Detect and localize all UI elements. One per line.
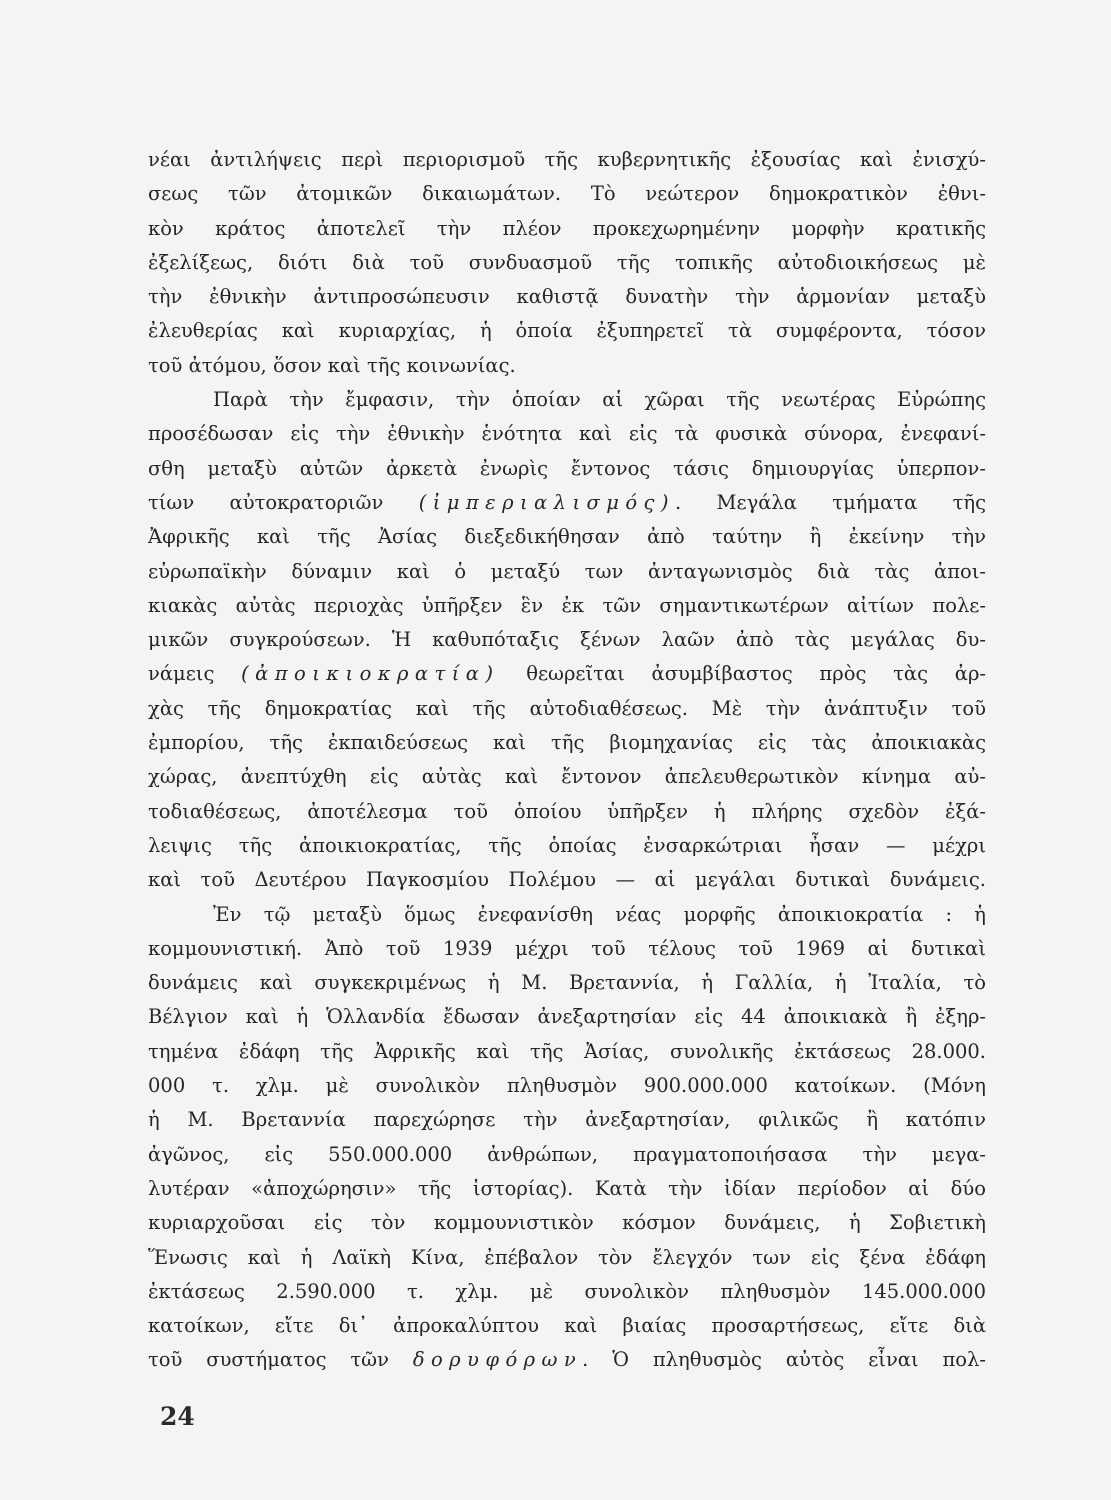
- text-line: σεως τῶν ἀτομικῶν δικαιωμάτων. Τὸ νεώτερον δημοκρατικὸν ἐθνι-: [148, 182, 986, 206]
- text-segment: . Μεγάλα τμήματα τῆς: [674, 490, 986, 514]
- page-number: 24: [160, 1402, 195, 1431]
- text-line: λειψις τῆς ἀποικιοκρατίας, τῆς ὁποίας ἐνσαρκώτριαι ἦσαν — μέχρι: [148, 833, 986, 857]
- text-segment: νάμεις: [148, 662, 242, 686]
- text-segment: θεωρεῖται ἀσυμβίβαστος πρὸς τὰς ἀρ-: [499, 662, 986, 686]
- text-line: κομμουνιστική. Ἀπὸ τοῦ 1939 μέχρι τοῦ τέλους τοῦ 1969 αἱ δυτικαὶ: [148, 936, 986, 960]
- text-line: λυτέραν «ἀποχώρησιν» τῆς ἱστορίας). Κατὰ τὴν ἰδίαν περίοδον αἱ δύο: [148, 1176, 986, 1200]
- text-line: προσέδωσαν εἰς τὴν ἐθνικὴν ἑνότητα καὶ εἰς τὰ φυσικὰ σύνορα, ἐνεφανί-: [148, 422, 986, 446]
- paragraph-last-line: καὶ τοῦ Δευτέρου Παγκοσμίου Πολέμου — αἱ μεγάλαι δυτικαὶ δυνάμεις.: [148, 868, 986, 892]
- paragraph-first-line: Παρὰ τὴν ἔμφασιν, τὴν ὁποίαν αἱ χῶραι τῆς νεωτέρας Εὐρώπης: [213, 388, 986, 412]
- paragraph-first-line: Ἐν τῷ μεταξὺ ὅμως ἐνεφανίσθη νέας μορφῆς ἀποικιοκρατία : ἡ: [213, 902, 986, 926]
- text-line: τὴν ἐθνικὴν ἀντιπροσώπευσιν καθιστᾷ δυνατὴν τὴν ἁρμονίαν μεταξὺ: [148, 285, 986, 309]
- text-line: ἡ Μ. Βρεταννία παρεχώρησε τὴν ἀνεξαρτησίαν, φιλικῶς ἢ κατόπιν: [148, 1108, 986, 1132]
- text-line: [148, 657, 986, 691]
- text-segment: τοῦ συστήματος τῶν: [148, 1348, 413, 1372]
- text-line: Βέλγιον καὶ ἡ Ὁλλανδία ἔδωσαν ἀνεξαρτησίαν εἰς 44 ἀποικιακὰ ἢ ἐξηρ-: [148, 1005, 986, 1029]
- emphasized-term: (ἀποικιοκρατία): [241, 662, 500, 686]
- text-line: ἐκτάσεως 2.590.000 τ. χλμ. μὲ συνολικὸν πληθυσμὸν 145.000.000: [148, 1279, 986, 1303]
- text-line: χώρας, ἀνεπτύχθη εἰς αὐτὰς καὶ ἔντονον ἀπελευθερωτικὸν κίνημα αὐ-: [148, 765, 986, 789]
- text-line: ἐλευθερίας καὶ κυριαρχίας, ἡ ὁποία ἐξυπηρετεῖ τὰ συμφέροντα, τόσον: [148, 319, 986, 343]
- text-line: ἐξελίξεως, διότι διὰ τοῦ συνδυασμοῦ τῆς τοπικῆς αὐτοδιοικήσεως μὲ: [148, 250, 986, 274]
- text-line: χὰς τῆς δημοκρατίας καὶ τῆς αὐτοδιαθέσεως. Μὲ τὴν ἀνάπτυξιν τοῦ: [148, 696, 986, 720]
- page-body-text: [148, 143, 986, 1378]
- text-line: σθη μεταξὺ αὐτῶν ἀρκετὰ ἐνωρὶς ἔντονος τάσις δημιουργίας ὑπερπον-: [148, 456, 986, 480]
- text-line: κιακὰς αὐτὰς περιοχὰς ὑπῆρξεν ἓν ἐκ τῶν σημαντικωτέρων αἰτίων πολε-: [148, 593, 986, 617]
- text-line: κατοίκων, εἴτε δι᾿ ἀπροκαλύπτου καὶ βιαίας προσαρτήσεως, εἴτε διὰ: [148, 1314, 986, 1338]
- text-line: νέαι ἀντιλήψεις περὶ περιορισμοῦ τῆς κυβερνητικῆς ἐξουσίας καὶ ἐνισχύ-: [148, 148, 986, 171]
- text-line: κὸν κράτος ἀποτελεῖ τὴν πλέον προκεχωρημένην μορφὴν κρατικῆς: [148, 216, 986, 240]
- paragraph-last-line: τοῦ ἀτόμου, ὅσον καὶ τῆς κοινωνίας.: [148, 353, 516, 377]
- text-line: τοδιαθέσεως, ἀποτέλεσμα τοῦ ὁποίου ὑπῆρξεν ἡ πλήρης σχεδὸν ἐξά-: [148, 799, 986, 823]
- text-line: ἀγῶνος, εἰς 550.000.000 ἀνθρώπων, πραγματοποιήσασα τὴν μεγα-: [148, 1142, 986, 1166]
- text-line: [148, 1343, 986, 1377]
- text-line: δυνάμεις καὶ συγκεκριμένως ἡ Μ. Βρεταννία, ἡ Γαλλία, ἡ Ἰταλία, τὸ: [148, 971, 986, 995]
- text-segment: τίων αὐτοκρατοριῶν: [148, 490, 419, 514]
- text-line: ἐμπορίου, τῆς ἐκπαιδεύσεως καὶ τῆς βιομηχανίας εἰς τὰς ἀποικιακὰς: [148, 731, 986, 755]
- text-segment: . Ὁ πληθυσμὸς αὐτὸς εἶναι πολ-: [582, 1348, 986, 1372]
- text-line: 000 τ. χλμ. μὲ συνολικὸν πληθυσμὸν 900.000.000 κατοίκων. (Μόνη: [148, 1074, 986, 1098]
- text-line: Ἕνωσις καὶ ἡ Λαϊκὴ Κίνα, ἐπέβαλον τὸν ἔλεγχόν των εἰς ξένα ἐδάφη: [148, 1245, 986, 1269]
- text-line: κυριαρχοῦσαι εἰς τὸν κομμουνιστικὸν κόσμον δυνάμεις, ἡ Σοβιετικὴ: [148, 1211, 986, 1235]
- text-line: [148, 486, 986, 520]
- text-line: εὐρωπαϊκὴν δύναμιν καὶ ὁ μεταξύ των ἀνταγωνισμὸς διὰ τὰς ἀποι-: [148, 559, 986, 583]
- emphasized-term: (ἰμπεριαλισμός): [418, 490, 675, 514]
- emphasized-term: δορυφόρων: [412, 1348, 583, 1372]
- text-line: μικῶν συγκρούσεων. Ἡ καθυπόταξις ξένων λαῶν ἀπὸ τὰς μεγάλας δυ-: [148, 628, 986, 652]
- text-line: τημένα ἐδάφη τῆς Ἀφρικῆς καὶ τῆς Ἀσίας, συνολικῆς ἐκτάσεως 28.000.: [148, 1039, 986, 1063]
- text-line: Ἀφρικῆς καὶ τῆς Ἀσίας διεξεδικήθησαν ἀπὸ ταύτην ἢ ἐκείνην τὴν: [148, 525, 986, 549]
